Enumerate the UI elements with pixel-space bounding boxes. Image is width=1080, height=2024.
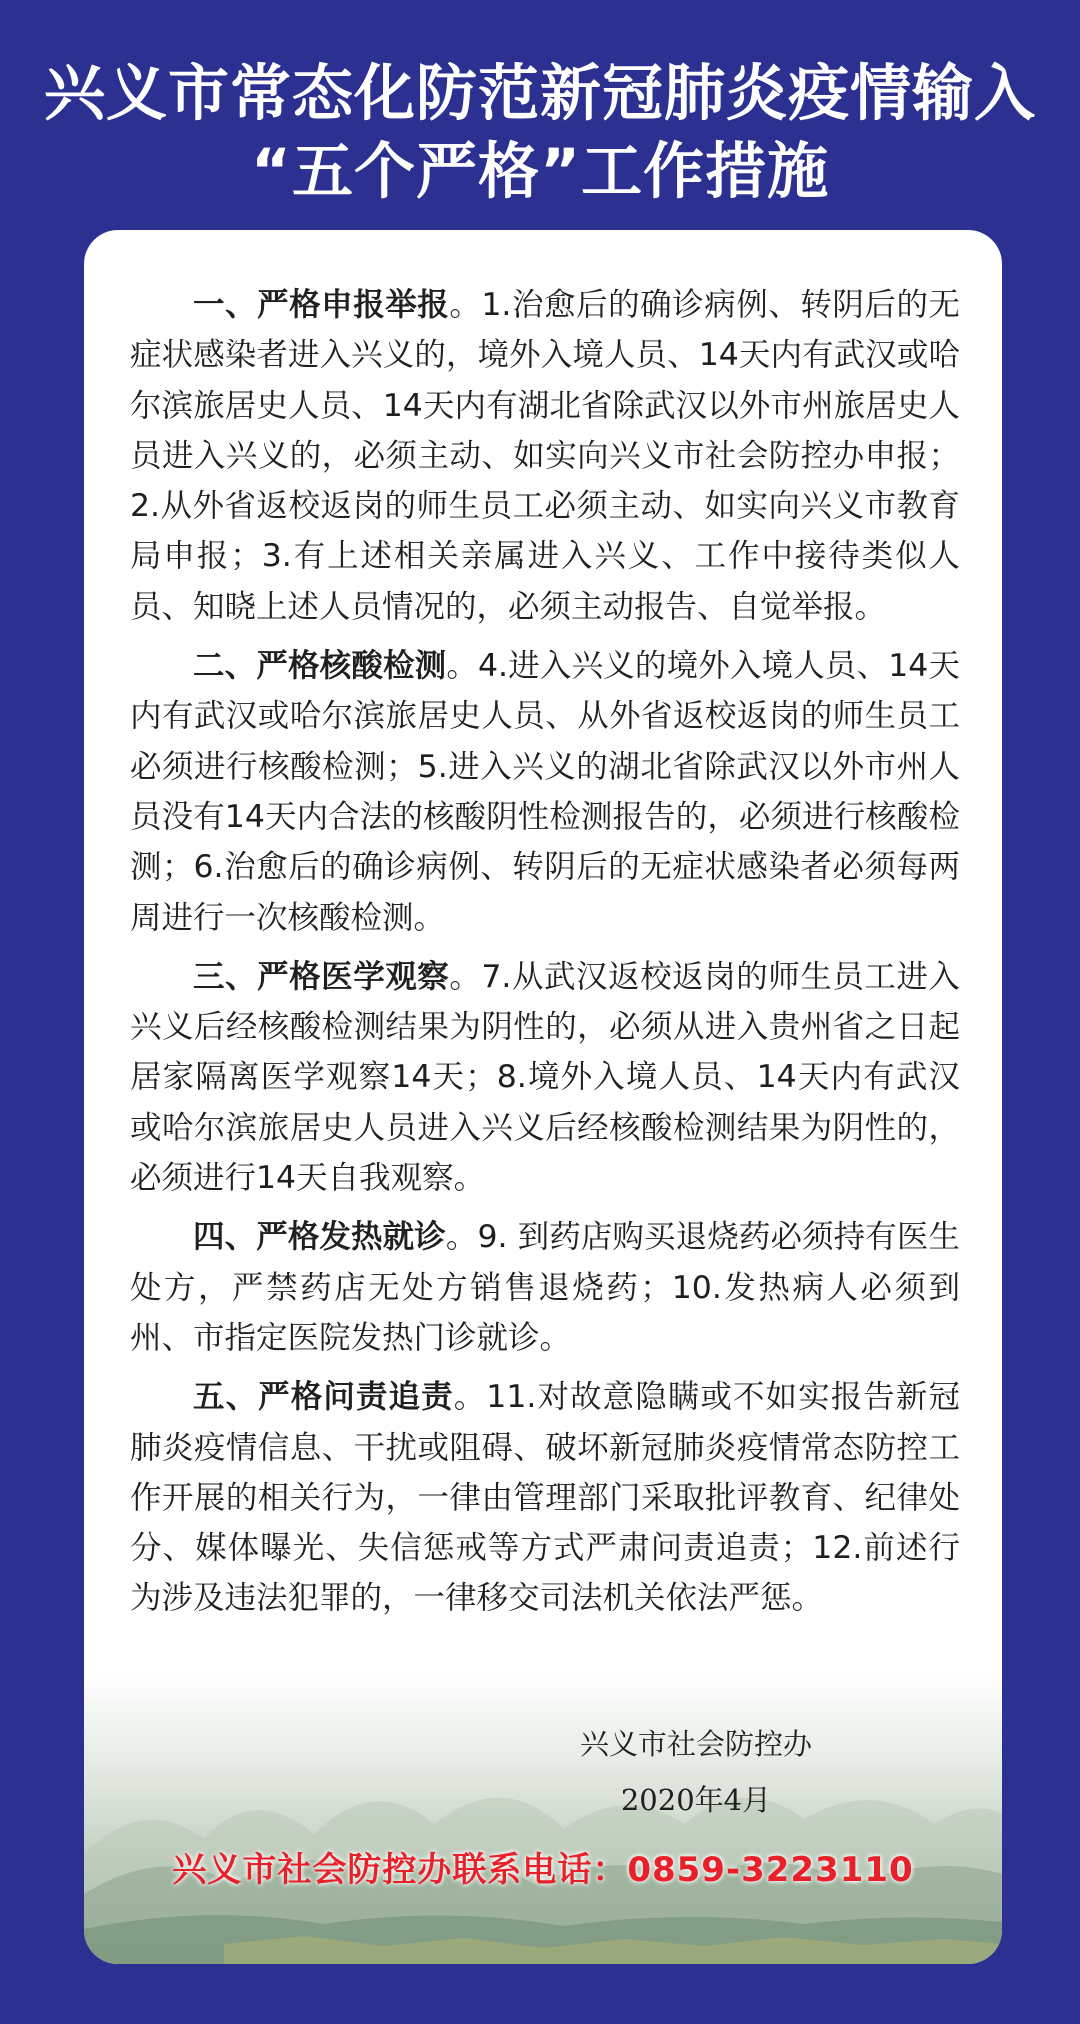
section-body: 。7.从武汉返校返岗的师生员工进入兴义后经核酸检测结果为阴性的，必须从进入贵州省之日起居家隔离医学观察14天；8.境外入境人员、14天内有武汉或哈尔滨旅居史人员进入兴义后经核酸检测结果为阴性的，必须进行14天自我观察。 bbox=[130, 958, 960, 1197]
title-line-1: 兴义市常态化防范新冠肺炎疫情输入 bbox=[43, 58, 1036, 129]
section-heading: 四、严格发热就诊 bbox=[193, 1219, 446, 1256]
section-body: 。9. 到药店购买退烧药必须持有医生处方，严禁药店无处方销售退烧药；10.发热病人必须到州、市指定医院发热门诊就诊。 bbox=[130, 1219, 960, 1356]
signature-date: 2020年4月 bbox=[620, 1783, 772, 1817]
section-body: 。4.进入兴义的境外入境人员、14天内有武汉或哈尔滨旅居史人员、从外省返校返岗的师生员工必须进行核酸检测；5.进入兴义的湖北省除武汉以外市州人员没有14天内合法的核酸阴性检测报告的，必须进行核酸检测；6.治愈后的确诊病例、转阴后的无症状感染者必须每两周进行一次核酸检测。 bbox=[130, 648, 960, 936]
signature-org: 兴义市社会防控办 bbox=[579, 1727, 812, 1761]
section-heading: 三、严格医学观察 bbox=[193, 958, 450, 995]
notice-content bbox=[130, 280, 960, 1633]
section-2 bbox=[130, 641, 960, 943]
mountain-landscape-icon bbox=[84, 1674, 1002, 1964]
section-body: 。1.治愈后的确诊病例、转阴后的无症状感染者进入兴义的，境外入境人员、14天内有武汉或哈尔滨旅居史人员、14天内有湖北省除武汉以外市州旅居史人员进入兴义的，必须主动、如实向兴义市社会防控办申报；2.从外省返校返岗的师生员工必须主动、如实向兴义市教育局申报；3.有上述相关亲属进入兴义、工作中接待类似人员、知晓上述人员情况的，必须主动报告、自觉举报。 bbox=[130, 287, 960, 625]
section-heading: 二、严格核酸检测 bbox=[193, 648, 447, 685]
section-heading: 一、严格申报举报 bbox=[193, 287, 450, 323]
section-1 bbox=[130, 280, 960, 632]
section-4 bbox=[130, 1212, 960, 1363]
section-body: 。11.对故意隐瞒或不如实报告新冠肺炎疫情信息、干扰或阻碍、破坏新冠肺炎疫情常态防控工作开展的相关行为，一律由管理部门采取批评教育、纪律处分、媒体曝光、失信惩戒等方式严肃问责追责；12.前述行为涉及违法犯罪的，一律移交司法机关依法严惩。 bbox=[130, 1379, 960, 1617]
header bbox=[0, 0, 1080, 225]
hotline-text: 兴义市社会防控办联系电话：0859-3223110 bbox=[172, 1850, 914, 1890]
section-heading: 五、严格问责追责 bbox=[193, 1379, 454, 1416]
section-3 bbox=[130, 952, 960, 1203]
title-line-2: “五个严格”工作措施 bbox=[250, 136, 830, 207]
landscape-background bbox=[84, 1674, 1002, 1964]
notice-card bbox=[84, 230, 1002, 1964]
section-5 bbox=[130, 1372, 960, 1623]
